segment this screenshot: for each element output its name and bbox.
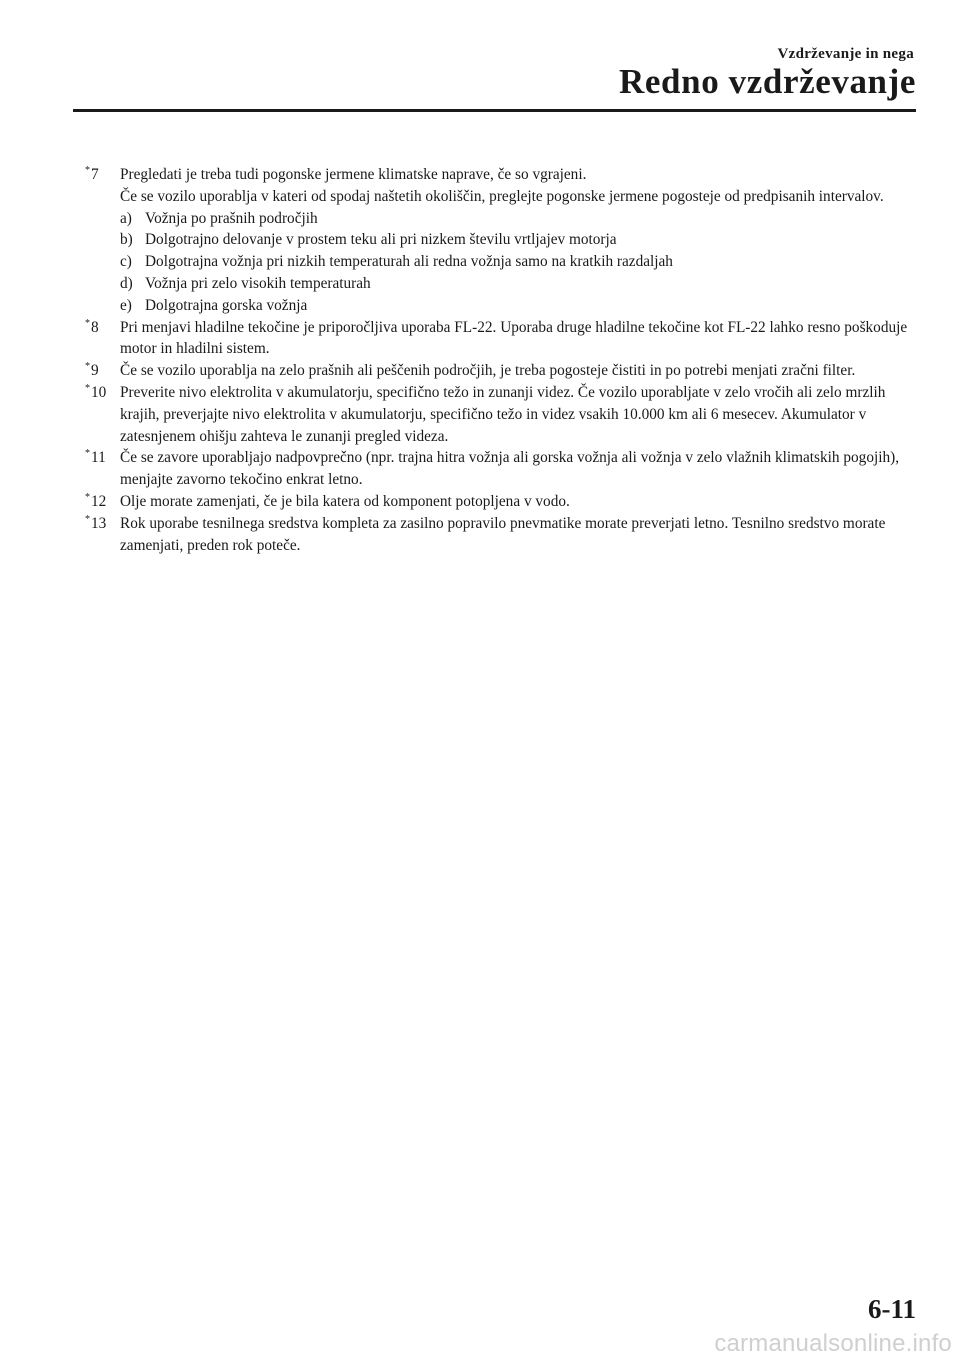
footnote-text: Pri menjavi hladilne tekočine je priporočljiva uporaba FL-22. Uporaba druge hladilne tekočine kot FL-22 lahko resno poškoduje motor in hladilni sistem. bbox=[120, 318, 908, 358]
chapter-title: Redno vzdrževanje bbox=[619, 62, 916, 101]
section-label: Vzdrževanje in nega bbox=[777, 46, 914, 62]
page-number: 6-11 bbox=[867, 1294, 916, 1324]
asterisk-icon: * bbox=[85, 165, 90, 176]
footnote-marker: *11 bbox=[85, 448, 106, 467]
watermark: carmanualsonline.info bbox=[714, 1330, 952, 1357]
footnote-text: Če se vozilo uporablja v kateri od spodaj naštetih okoliščin, preglejte pogonske jermene pogosteje od predpisanih intervalov. bbox=[120, 187, 884, 205]
list-item: a) Vožnja po prašnih področjih bbox=[120, 209, 318, 227]
footnote-11 bbox=[73, 447, 923, 491]
list-item: c) Dolgotrajna vožnja pri nizkih temperaturah ali redna vožnja samo na kratkih razdaljah bbox=[120, 253, 673, 271]
footnote-13 bbox=[73, 513, 923, 557]
header-rule bbox=[73, 109, 916, 112]
footnote-marker: *7 bbox=[85, 165, 99, 183]
footnotes bbox=[73, 164, 923, 556]
footnote-marker: *12 bbox=[85, 491, 107, 510]
footnote-marker: *9 bbox=[85, 361, 99, 380]
list-item: e) Dolgotrajna gorska vožnja bbox=[120, 296, 308, 314]
footnote-7 bbox=[73, 164, 923, 317]
footnote-marker: *10 bbox=[85, 382, 107, 401]
footnote-marker: *13 bbox=[85, 513, 107, 532]
footnote-10 bbox=[73, 382, 923, 447]
footnote-text: Če se vozilo uporablja na zelo prašnih ali peščenih področjih, je treba pogosteje čistiti in po potrebi menjati zračni filter. bbox=[120, 362, 856, 380]
asterisk-icon: * bbox=[85, 382, 90, 394]
footnote-marker: *8 bbox=[85, 317, 99, 336]
footnote-text: Olje morate zamenjati, če je bila katera od komponent potopljena v vodo. bbox=[120, 492, 570, 510]
footnote-8 bbox=[73, 317, 923, 361]
asterisk-icon: * bbox=[85, 491, 90, 503]
footnote-text: Preverite nivo elektrolita v akumulatorju, specifično težo in zunanji videz. Če vozilo uporabljate v zelo vročih ali zelo mrzlih krajih, preverjajte nivo elektrolita v akumulatorju, specifično težo in videz vsakih 10.000 km ali 6 mesecev. Akumulator v zatesnjenem ohišju zahteva le zunanji pregled videza. bbox=[120, 383, 886, 445]
footnote-9 bbox=[73, 360, 923, 382]
list-item: d) Vožnja pri zelo visokih temperaturah bbox=[120, 274, 371, 292]
asterisk-icon: * bbox=[85, 448, 90, 460]
list-item: b) Dolgotrajno delovanje v prostem teku ali pri nizkem številu vrtljajev motorja bbox=[120, 231, 617, 249]
footnote-text: Pregledati je treba tudi pogonske jermene klimatske naprave, če so vgrajeni. bbox=[120, 166, 587, 183]
footnote-text: Rok uporabe tesnilnega sredstva kompleta za zasilno popravilo pnevmatike morate preverjati letno. Tesnilno sredstvo morate zamenjati, preden rok poteče. bbox=[120, 514, 886, 554]
asterisk-icon: * bbox=[85, 361, 90, 373]
condition-list bbox=[120, 208, 923, 317]
footnote-text: Če se zavore uporabljajo nadpovprečno (npr. trajna hitra vožnja ali gorska vožnja ali vožnja v zelo vlažnih klimatskih pogojih), menjajte zavorno tekočino enkrat letno. bbox=[120, 449, 900, 489]
asterisk-icon: * bbox=[85, 513, 90, 525]
footnote-12 bbox=[73, 491, 923, 513]
asterisk-icon: * bbox=[85, 317, 90, 329]
